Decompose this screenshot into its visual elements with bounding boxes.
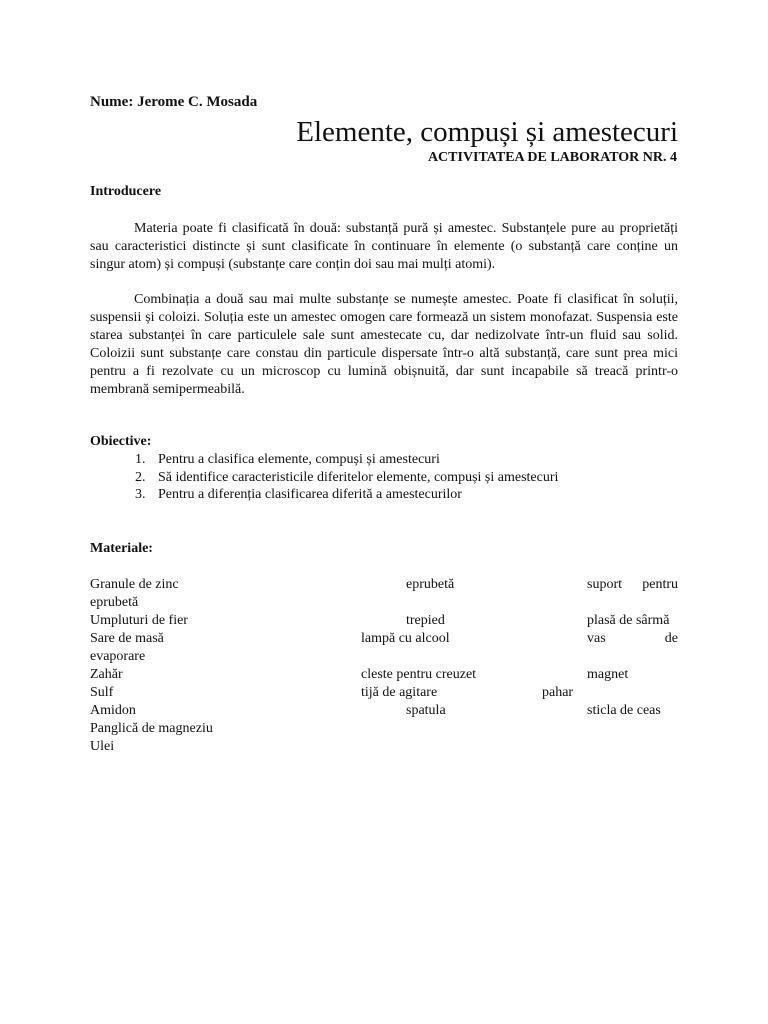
document-subtitle: ACTIVITATEA DE LABORATOR NR. 4 [427, 150, 677, 165]
list-item-text: Pentru a diferenția clasificarea diferită a amestecurilor [158, 487, 462, 502]
material-item: Ulei [90, 739, 115, 754]
material-item: cleste pentru creuzet [361, 667, 477, 682]
introduction-paragraph-2: Combinația a două sau mai multe substanțe se numește amestec. Poate fi clasificat în soluții, suspensii și coloizi. Soluția este un amestec omogen care formează un sistem monofazat. Suspensia este starea substanței în care particulele sale sunt amestecate cu, dar nedizolvate într-un fluid sau solid. Coloizii sunt substanțe care constau din particule dispersate într-o altă substanță, care sunt prea mici pentru a fi rezolvate cu un microscop cu lumină obișnuită, dar sunt incapabile să treacă printr-o membrană semipermeabilă. [90, 292, 678, 397]
objectives-list [90, 451, 558, 504]
material-word: de [664, 631, 678, 646]
material-item: evaporare [90, 649, 146, 664]
material-item: lampă cu alcool [361, 631, 450, 646]
material-item: Zahăr [90, 667, 123, 682]
list-item-text: Pentru a clasifica elemente, compuși și amestecuri [158, 452, 440, 467]
material-item: eprubetă [406, 577, 455, 592]
material-item: sticla de ceas [587, 703, 661, 718]
materials-heading: Materiale: [90, 541, 153, 556]
material-item: Sare de masă [90, 631, 164, 646]
material-item: Sulf [90, 685, 114, 700]
material-item: pahar [542, 685, 574, 700]
material-word: suport [587, 577, 622, 592]
material-word: vas [587, 631, 606, 646]
list-item-number: 3. [135, 487, 146, 502]
document-title: Elemente, compuși și amestecuri [296, 116, 678, 148]
list-item-text: Să identifice caracteristicile diferitelor elemente, compuși și amestecuri [158, 469, 559, 485]
introduction-paragraph-1: Materia poate fi clasificată în două: substanță pură și amestec. Substanțele pure au proprietăți sau caracteristici distincte și sunt clasificate în continuare în elemente (o substanță care conține un singur atom) și compuși (substanțe care conțin doi sau mai mulți atomi). [90, 221, 678, 272]
material-item: plasă de sârmă [587, 613, 670, 628]
material-word: pentru [642, 577, 678, 592]
material-item: spatula [406, 703, 446, 718]
list-item [90, 469, 558, 487]
material-item: Panglică de magneziu [90, 721, 213, 736]
material-item: tijă de agitare [361, 685, 438, 700]
list-item-number: 1. [135, 452, 146, 467]
material-item: trepied [406, 613, 445, 628]
material-item: eprubetă [90, 595, 139, 610]
author-name: Nume: Jerome C. Mosada [90, 94, 258, 110]
introduction-heading: Introducere [90, 184, 162, 199]
list-item [90, 486, 558, 504]
material-item: magnet [587, 667, 629, 682]
list-item-number: 2. [135, 469, 146, 485]
material-item [587, 577, 678, 593]
objectives-heading: Obiective: [90, 434, 152, 449]
list-item [90, 451, 558, 469]
material-item: Umpluturi de fier [90, 613, 188, 628]
material-item: Amidon [90, 703, 136, 718]
material-item [587, 631, 678, 647]
material-item: Granule de zinc [90, 577, 179, 592]
